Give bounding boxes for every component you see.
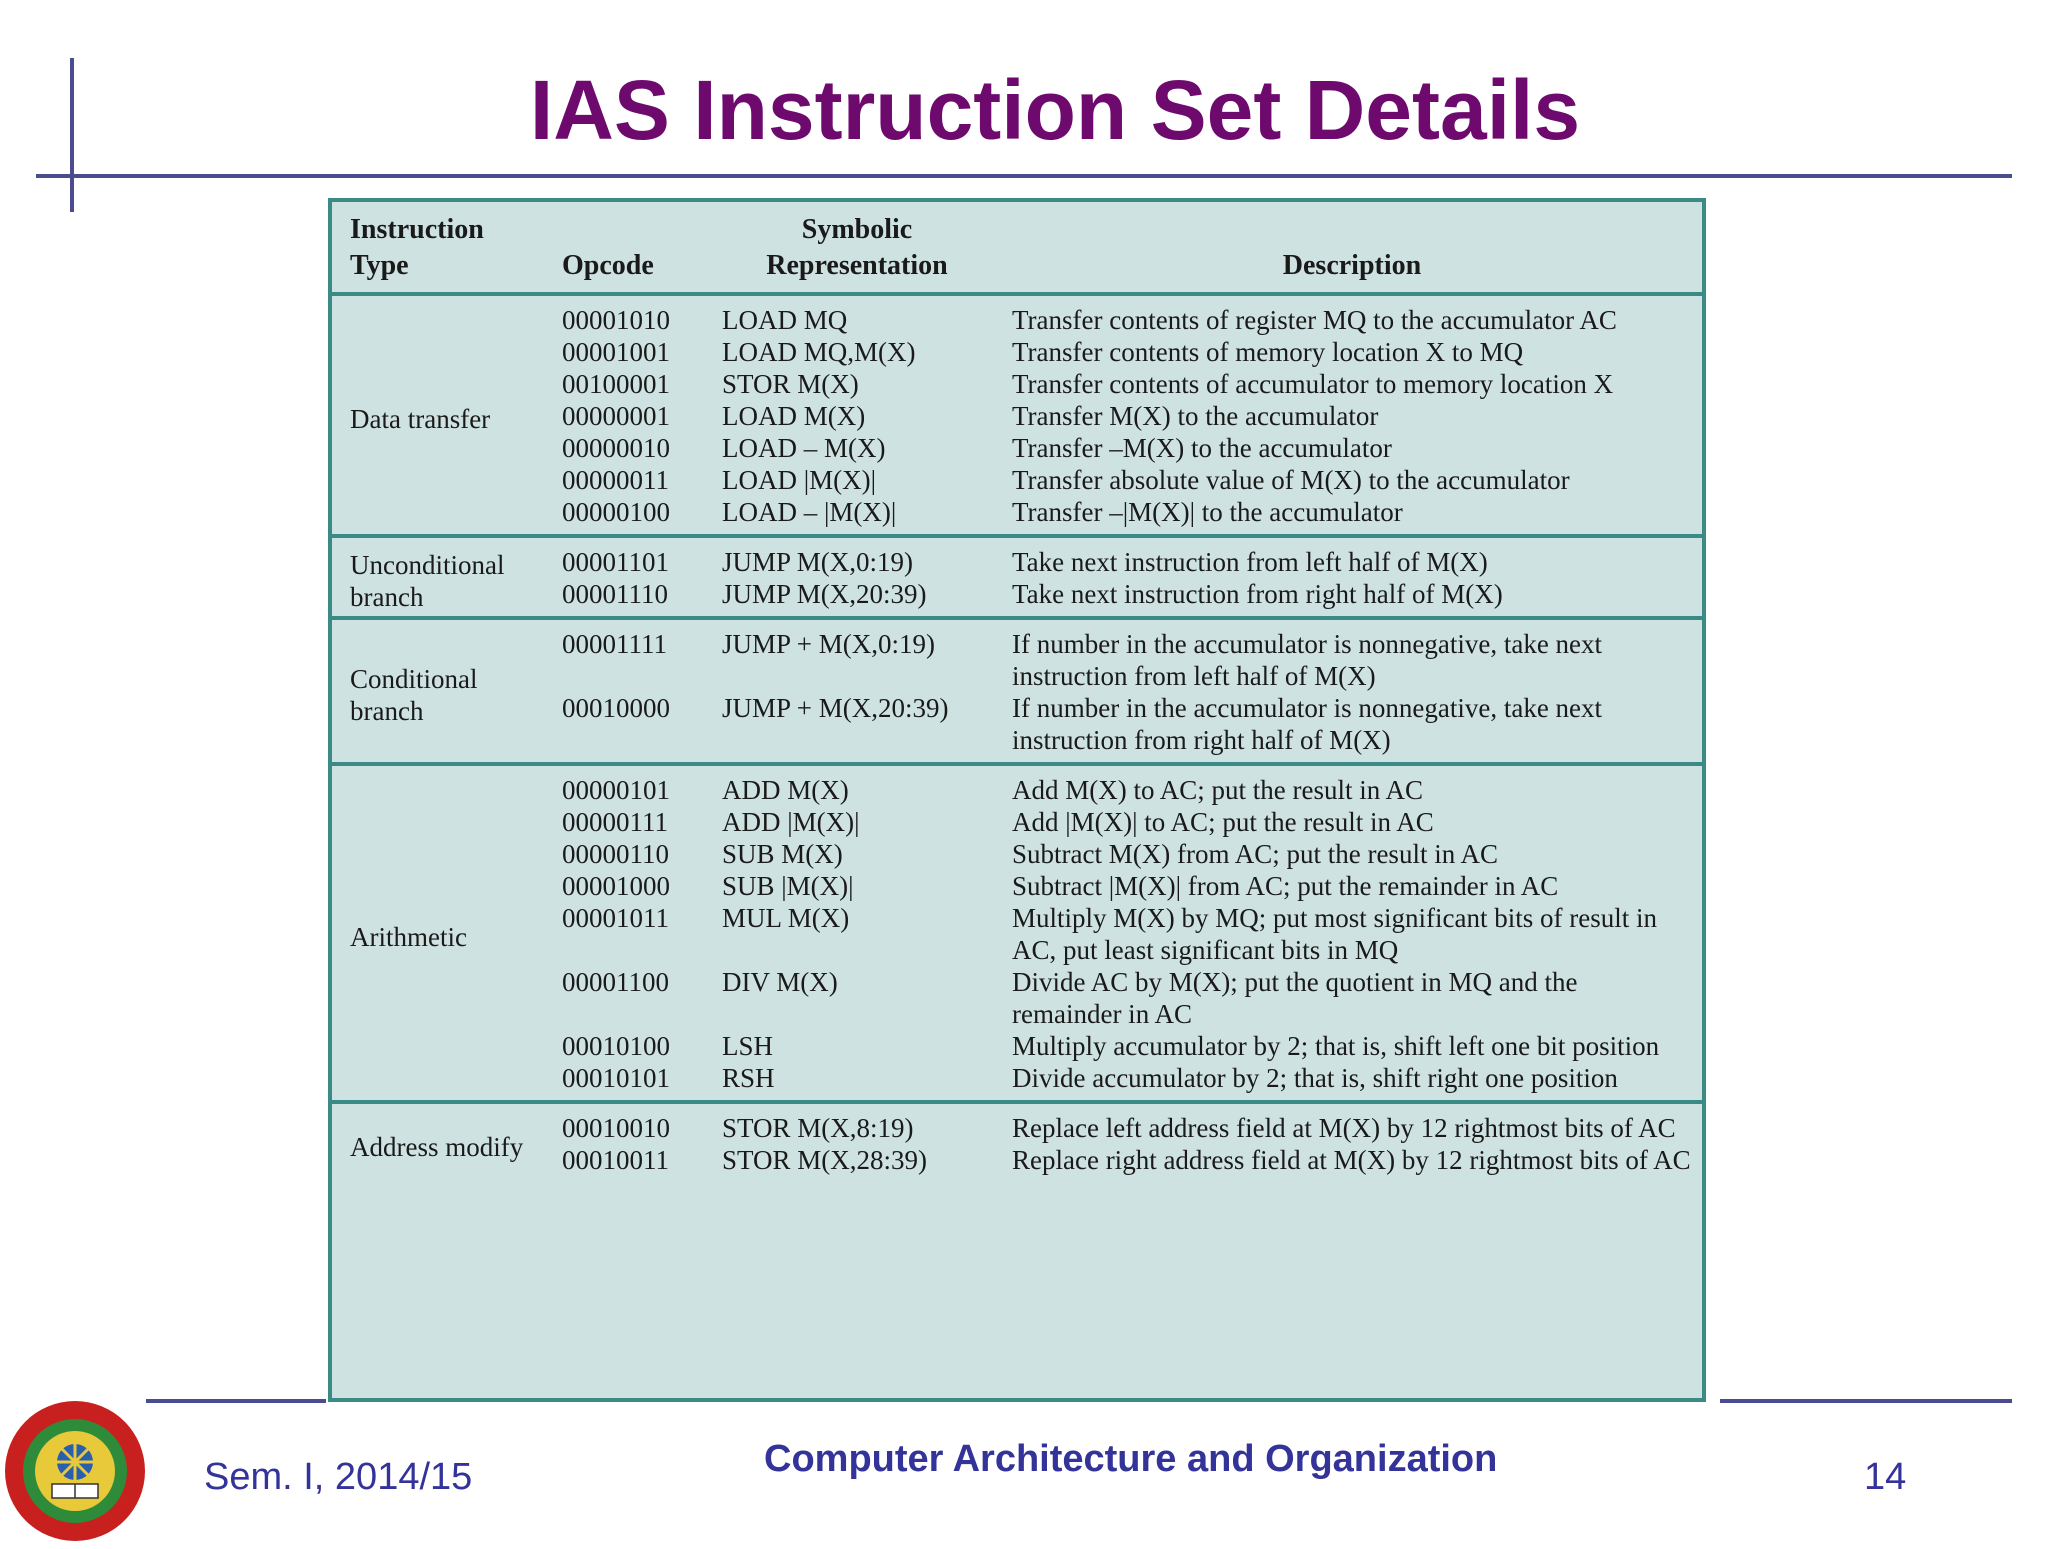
description-cell: Multiply M(X) by MQ; put most significant bits of result in AC, put least significant bits in MQ: [1012, 903, 1657, 965]
description-cell: If number in the accumulator is nonnegative, take next instruction from right half of M(X): [1012, 693, 1603, 755]
description-cell: Add M(X) to AC; put the result in AC: [1012, 775, 1423, 805]
symbolic-cell: STOR M(X): [722, 369, 859, 399]
opcode-cell: 00001101: [562, 547, 669, 577]
symbolic-cell: JUMP M(X,0:19): [722, 547, 914, 577]
description-cell: Transfer contents of memory location X to MQ: [1012, 337, 1524, 367]
opcode-cell: 00001010: [562, 305, 670, 335]
table-row: [332, 536, 1702, 578]
instruction-type-cell: Address modify: [350, 1132, 524, 1162]
symbolic-cell: ADD M(X): [722, 775, 849, 805]
symbolic-cell: SUB |M(X)|: [722, 871, 854, 901]
instruction-type-cell: Data transfer: [350, 404, 491, 434]
description-cell: Transfer absolute value of M(X) to the accumulator: [1012, 465, 1570, 495]
description-cell: If number in the accumulator is nonnegative, take next instruction from left half of M(X): [1012, 629, 1603, 691]
opcode-cell: 00001100: [562, 967, 669, 997]
description-cell: Multiply accumulator by 2; that is, shift left one bit position: [1012, 1031, 1660, 1061]
symbolic-cell: STOR M(X,8:19): [722, 1113, 914, 1143]
opcode-cell: 00010010: [562, 1113, 670, 1143]
opcode-cell: 00000001: [562, 401, 670, 431]
table-row: [332, 294, 1702, 336]
description-cell: Transfer –|M(X)| to the accumulator: [1012, 497, 1403, 527]
opcode-cell: 00010000: [562, 693, 670, 723]
table-row: [332, 764, 1702, 806]
symbolic-cell: RSH: [722, 1063, 775, 1093]
title-underline-rule: [36, 174, 2012, 178]
symbolic-cell: ADD |M(X)|: [722, 807, 860, 837]
description-cell: Subtract M(X) from AC; put the result in AC: [1012, 839, 1498, 869]
opcode-cell: 00001001: [562, 337, 670, 367]
description-cell: Take next instruction from right half of M(X): [1012, 579, 1503, 609]
instruction-group: [332, 536, 1702, 618]
symbolic-cell: LOAD M(X): [722, 401, 866, 431]
footer-rule-left: [146, 1399, 326, 1403]
symbolic-cell: STOR M(X,28:39): [722, 1145, 928, 1175]
opcode-cell: 00000010: [562, 433, 670, 463]
instruction-type-cell: Arithmetic: [350, 922, 467, 952]
description-cell: Transfer –M(X) to the accumulator: [1012, 433, 1392, 463]
opcode-cell: 00000110: [562, 839, 669, 869]
symbolic-cell: JUMP + M(X,20:39): [722, 693, 949, 723]
footer-rule-right: [1720, 1399, 2012, 1403]
instruction-group: [332, 1102, 1702, 1182]
opcode-cell: 00100001: [562, 369, 670, 399]
description-cell: Divide accumulator by 2; that is, shift right one position: [1012, 1063, 1618, 1093]
opcode-cell: 00000111: [562, 807, 668, 837]
description-cell: Divide AC by M(X); put the quotient in MQ and the remainder in AC: [1012, 967, 1578, 1029]
description-cell: Replace right address field at M(X) by 12 rightmost bits of AC: [1012, 1145, 1691, 1175]
instruction-group: [332, 764, 1702, 1102]
table-header-row: [332, 202, 1702, 294]
opcode-cell: 00000101: [562, 775, 670, 805]
description-cell: Replace left address field at M(X) by 12 rightmost bits of AC: [1012, 1113, 1676, 1143]
instruction-type-cell: Unconditional branch: [350, 550, 505, 612]
table-row: [332, 618, 1702, 692]
instruction-type-cell: Conditional branch: [350, 664, 478, 726]
opcode-cell: 00001110: [562, 579, 668, 609]
opcode-cell: 00010101: [562, 1063, 670, 1093]
opcode-cell: 00010011: [562, 1145, 669, 1175]
symbolic-cell: LOAD – |M(X)|: [722, 497, 897, 527]
footer-course-title: Computer Architecture and Organization: [764, 1438, 1498, 1480]
symbolic-cell: LOAD MQ: [722, 305, 848, 335]
table-row: [332, 1102, 1702, 1144]
opcode-cell: 00010100: [562, 1031, 670, 1061]
header-description: Description: [1282, 250, 1422, 281]
symbolic-cell: LSH: [722, 1031, 774, 1061]
instruction-set-table-panel: [328, 198, 1706, 1402]
footer-semester: Sem. I, 2014/15: [204, 1456, 473, 1498]
instruction-group: [332, 618, 1702, 764]
description-cell: Take next instruction from left half of M(X): [1012, 547, 1488, 577]
description-cell: Subtract |M(X)| from AC; put the remainder in AC: [1012, 871, 1559, 901]
slide-title: IAS Instruction Set Details: [529, 63, 1581, 157]
instruction-set-table: [332, 202, 1702, 1182]
symbolic-cell: SUB M(X): [722, 839, 843, 869]
opcode-cell: 00001000: [562, 871, 670, 901]
symbolic-cell: LOAD |M(X)|: [722, 465, 877, 495]
opcode-cell: 00000011: [562, 465, 669, 495]
header-symbolic: Symbolic Representation: [766, 214, 948, 281]
header-opcode: Opcode: [562, 250, 654, 281]
symbolic-cell: MUL M(X): [722, 903, 850, 933]
instruction-group: [332, 294, 1702, 536]
opcode-cell: 00000100: [562, 497, 670, 527]
header-instruction-type: Instruction Type: [350, 214, 484, 281]
footer-page-number: 14: [1864, 1456, 1907, 1498]
university-seal-icon: [2, 1398, 148, 1544]
symbolic-cell: JUMP + M(X,0:19): [722, 629, 935, 659]
opcode-cell: 00001111: [562, 629, 667, 659]
symbolic-cell: JUMP M(X,20:39): [722, 579, 927, 609]
symbolic-cell: LOAD – M(X): [722, 433, 886, 463]
opcode-cell: 00001011: [562, 903, 669, 933]
symbolic-cell: DIV M(X): [722, 967, 838, 997]
description-cell: Transfer contents of register MQ to the accumulator AC: [1012, 305, 1617, 335]
symbolic-cell: LOAD MQ,M(X): [722, 337, 916, 367]
description-cell: Add |M(X)| to AC; put the result in AC: [1012, 807, 1434, 837]
description-cell: Transfer contents of accumulator to memory location X: [1012, 369, 1614, 399]
description-cell: Transfer M(X) to the accumulator: [1012, 401, 1379, 431]
